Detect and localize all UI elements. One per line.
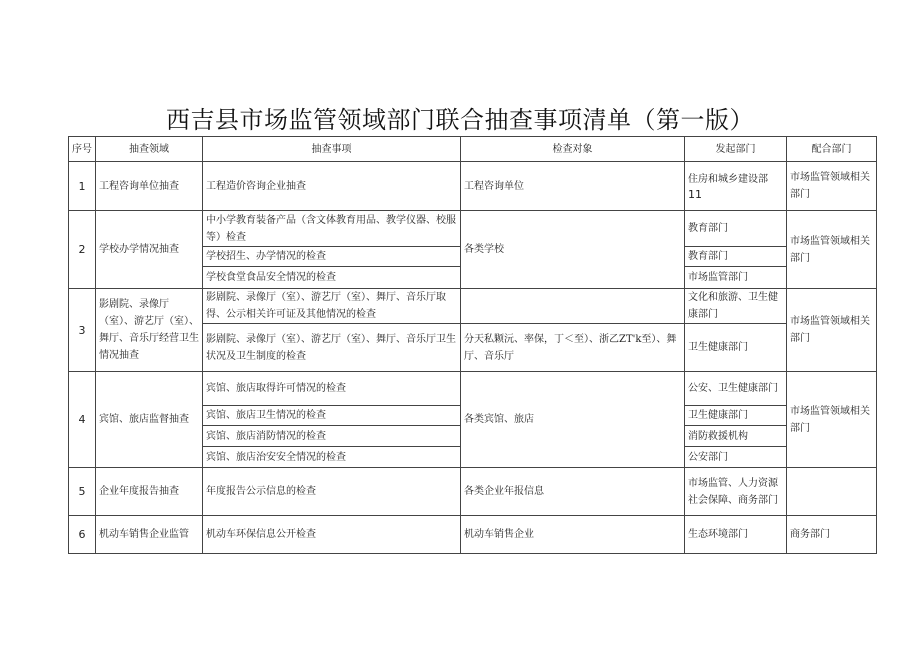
- header-no: 序号: [69, 137, 96, 162]
- table-row: [69, 289, 877, 324]
- dept-cell: 文化和旅游、卫生健康部门: [685, 289, 787, 324]
- header-row: [69, 137, 877, 162]
- item-cell: 宾馆、旅店取得许可情况的检查: [203, 372, 461, 406]
- dept-cell: 公安、卫生健康部门: [685, 372, 787, 406]
- item-cell: 宾馆、旅店卫生情况的检查: [203, 406, 461, 426]
- coop-cell: 市场监管领域相关部门: [787, 211, 877, 289]
- row-number: 5: [69, 468, 96, 516]
- item-cell: 影剧院、录像厅（室）、游艺厅（室）、舞厅、音乐厅取得、公示相关许可证及其他情况的检查: [203, 289, 461, 324]
- dept-cell: 市场监管部门: [685, 267, 787, 289]
- item-cell: 学校招生、办学情况的检查: [203, 247, 461, 267]
- table-row: [69, 468, 877, 516]
- page-title: 西吉县市场监管领域部门联合抽查事项清单（第一版）: [166, 106, 754, 134]
- dept-cell: 公安部门: [685, 447, 787, 468]
- item-cell: 年度报告公示信息的检查: [203, 468, 461, 516]
- domain-cell: 宾馆、旅店监督抽查: [96, 372, 203, 468]
- coop-cell: [787, 468, 877, 516]
- coop-cell: 市场监管领域相关部门: [787, 372, 877, 468]
- object-cell: [461, 289, 685, 324]
- dept-cell: [685, 162, 787, 211]
- item-cell: 工程造价咨询企业抽查: [203, 162, 461, 211]
- dept-text: 住房和城乡建设部: [688, 174, 768, 185]
- object-cell: 工程咨询单位: [461, 162, 685, 211]
- domain-cell: 学校办学情况抽查: [96, 211, 203, 289]
- header-domain: 抽查领域: [96, 137, 203, 162]
- object-cell: 各类学校: [461, 211, 685, 289]
- dept-cell: 消防救援机构: [685, 426, 787, 447]
- row-number: 2: [69, 211, 96, 289]
- header-coop: 配合部门: [787, 137, 877, 162]
- row-number: 3: [69, 289, 96, 372]
- dept-cell: 卫生健康部门: [685, 406, 787, 426]
- domain-cell: 影剧院、录像厅（室）、游艺厅（室）、舞厅、音乐厅经营卫生情况抽查: [96, 289, 203, 372]
- table-row: [69, 372, 877, 406]
- coop-cell: 市场监管领域相关部门: [787, 162, 877, 211]
- dept-extra: 11: [688, 188, 702, 201]
- item-cell: 宾馆、旅店治安安全情况的检查: [203, 447, 461, 468]
- row-number: 4: [69, 372, 96, 468]
- dept-cell: 教育部门: [685, 211, 787, 247]
- object-cell: 机动车销售企业: [461, 516, 685, 554]
- object-cell: 各类宾馆、旅店: [461, 372, 685, 468]
- object-cell: 分天私颗沅、率保，丁＜至）、浙乙ZT'k至）、舞厅、音乐厅: [461, 324, 685, 372]
- item-cell: 中小学教育装备产品（含文体教育用品、教学仪器、校服等）检查: [203, 211, 461, 247]
- dept-cell: 生态环境部门: [685, 516, 787, 554]
- row-number: 6: [69, 516, 96, 554]
- inspection-table: [68, 136, 877, 554]
- dept-cell: 教育部门: [685, 247, 787, 267]
- dept-cell: 市场监管、人力资源社会保障、商务部门: [685, 468, 787, 516]
- domain-cell: 工程咨询单位抽查: [96, 162, 203, 211]
- item-cell: 机动车环保信息公开检查: [203, 516, 461, 554]
- dept-cell: 卫生健康部门: [685, 324, 787, 372]
- table-row: [69, 516, 877, 554]
- table-row: [69, 211, 877, 247]
- header-object: 检查对象: [461, 137, 685, 162]
- domain-cell: 企业年度报告抽查: [96, 468, 203, 516]
- item-cell: 宾馆、旅店消防情况的检查: [203, 426, 461, 447]
- domain-cell: 机动车销售企业监管: [96, 516, 203, 554]
- item-cell: 影剧院、录像厅（室）、游艺厅（室）、舞厅、音乐厅卫生状况及卫生制度的检查: [203, 324, 461, 372]
- item-cell: 学校食堂食品安全情况的检查: [203, 267, 461, 289]
- coop-cell: 市场监管领域相关部门: [787, 289, 877, 372]
- header-dept: 发起部门: [685, 137, 787, 162]
- table-row: [69, 162, 877, 211]
- header-item: 抽查事项: [203, 137, 461, 162]
- row-number: 1: [69, 162, 96, 211]
- coop-cell: 商务部门: [787, 516, 877, 554]
- object-cell: 各类企业年报信息: [461, 468, 685, 516]
